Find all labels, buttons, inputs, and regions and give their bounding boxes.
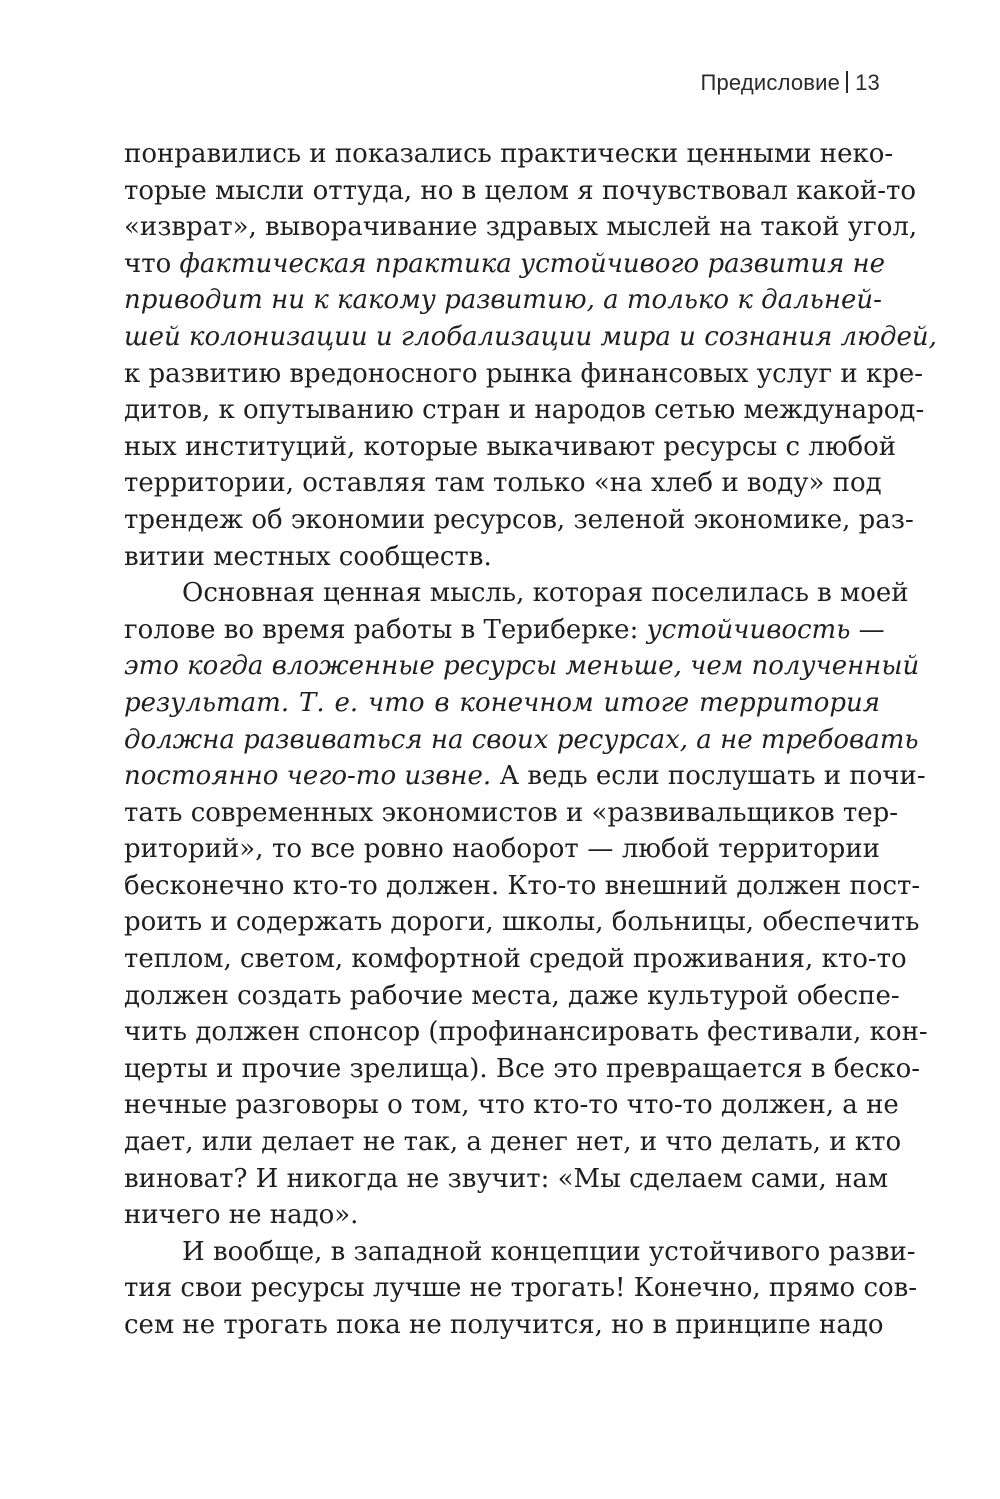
text-line: тать современных экономистов и «развивальщиков тер- (124, 797, 899, 828)
text-line: тия свои ресурсы лучше не трогать! Конечно, прямо сов- (124, 1273, 918, 1304)
text-line: постоянно чего-то извне. А ведь если послушать и почи- (124, 761, 926, 792)
text-line: нечные разговоры о том, что кто-то что-то должен, а не (124, 1090, 899, 1121)
text-line (124, 319, 937, 356)
running-head (700, 68, 880, 98)
text-line: должен создать рабочие места, даже культурой обеспе- (124, 980, 900, 1011)
text-line: что фактическая практика устойчивого развития не (124, 248, 886, 279)
text-line (124, 648, 920, 685)
text-line: дитов, к опутыванию стран и народов сетью международ- (124, 395, 925, 426)
emphasis: постоянно чего-то извне. (124, 761, 492, 792)
text-line: «изврат», выворачивание здравых мыслей на такой угол, (124, 212, 918, 243)
emphasis: устойчивость — (646, 614, 885, 645)
text-line: к развитию вредоносного рынка финансовых услуг и кре- (124, 358, 924, 389)
text-line (124, 282, 880, 319)
section-title: Предисловие (700, 70, 841, 95)
emphasis: шей колонизации и глобализации мира и сознания людей, (124, 321, 937, 352)
emphasis: результат. Т. е. что в конечном итоге территория (124, 687, 880, 718)
emphasis: фактическая практика устойчивого развития не (179, 248, 886, 279)
text-line: Основная ценная мысль, которая поселилась в моей (182, 578, 909, 609)
text-line: ных институций, которые выкачивают ресурсы с любой (124, 431, 897, 462)
text-line: дает, или делает не так, а денег нет, и что делать, и кто (124, 1127, 902, 1158)
text-line: теплом, светом, комфортной средой проживания, кто-то (124, 944, 907, 975)
text-line: И вообще, в западной концепции устойчивого разви- (182, 1236, 916, 1267)
text-line: чить должен спонсор (профинансировать фестивали, кон- (124, 1017, 928, 1048)
emphasis: должна развиваться на своих ресурсах, а не требовать (124, 724, 919, 755)
body-text (124, 136, 937, 1344)
text-line: бесконечно кто-то должен. Кто-то внешний должен пост- (124, 870, 921, 901)
text-line: торые мысли оттуда, но в целом я почувствовал какой-то (124, 175, 917, 206)
text-line: витии местных сообществ. (124, 541, 492, 572)
text-line: голове во время работы в Териберке: устойчивость — (124, 614, 885, 645)
text-line: трендеж об экономии ресурсов, зеленой экономике, раз- (124, 504, 914, 535)
text-line: ничего не надо». (124, 1200, 359, 1231)
text-line: понравились и показались практически ценными неко- (124, 139, 894, 169)
text-line (124, 722, 919, 759)
text-line: территории, оставляя там только «на хлеб и воду» под (124, 468, 882, 499)
header-separator (846, 71, 848, 93)
text-line (124, 685, 880, 722)
text-line: роить и содержать дороги, школы, больницы, обеспечить (124, 907, 920, 938)
emphasis: это когда вложенные ресурсы меньше, чем полученный (124, 651, 920, 682)
page-number: 13 (855, 70, 880, 95)
text-line: сем не трогать пока не получится, но в принципе надо (124, 1310, 884, 1340)
text-line: риторий», то все ровно наоборот — любой территории (124, 834, 880, 865)
text-line: церты и прочие зрелища). Все это превращается в беско- (124, 1053, 921, 1084)
emphasis: приводит ни к какому развитию, а только к дальней- (124, 285, 882, 316)
text-line: виноват? И никогда не звучит: «Мы сделаем сами, нам (124, 1163, 889, 1194)
